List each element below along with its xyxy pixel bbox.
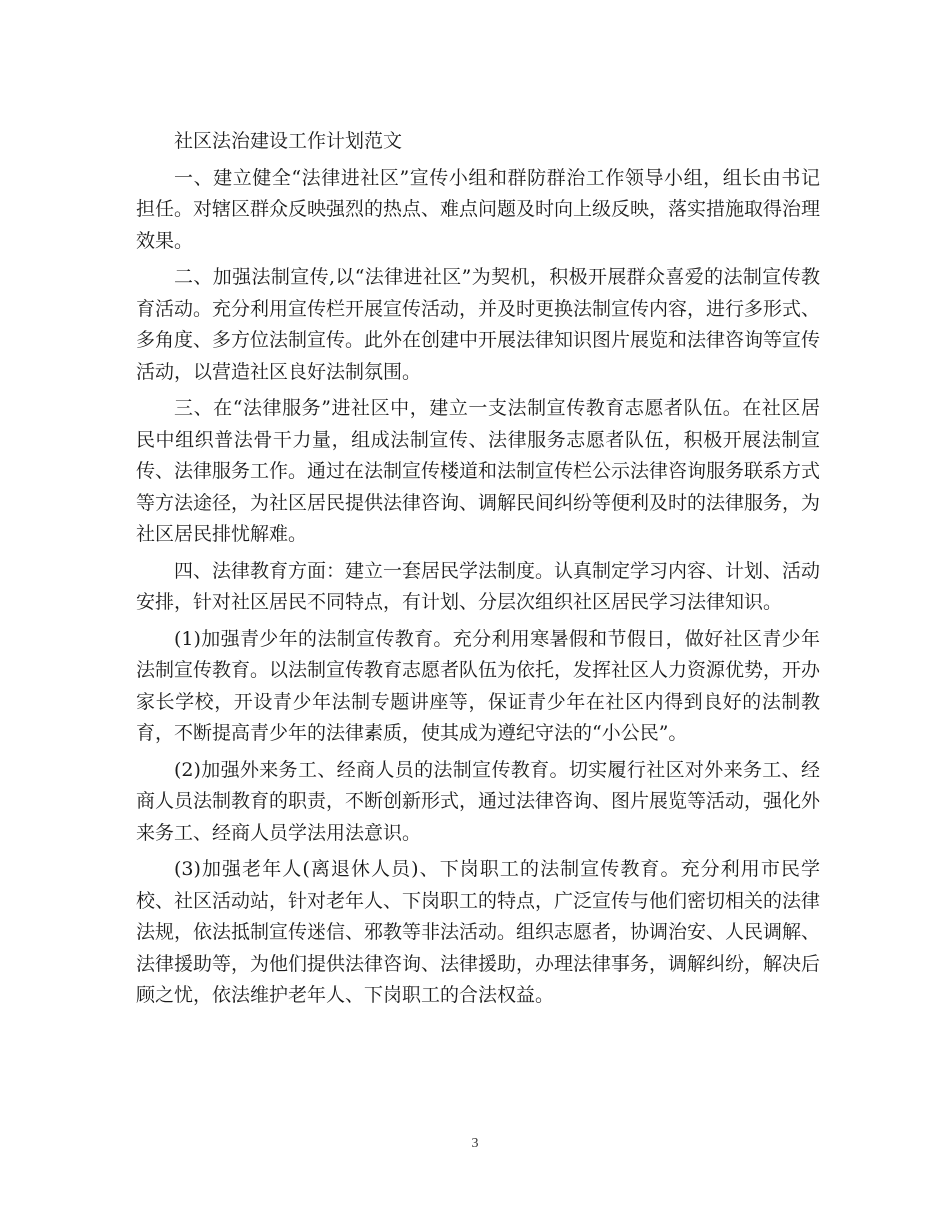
document-body [136,126,820,1017]
paragraph-1: 一、建立健全“法律进社区”宣传小组和群防群治工作领导小组，组长由书记担任。对辖区群众反映强烈的热点、难点问题及时向上级反映，落实措施取得治理效果。 [136,166,821,252]
paragraph-7: (3)加强老年人(离退休人员)、下岗职工的法制宣传教育。充分利用市民学校、社区活动站，针对老年人、下岗职工的特点，广泛宣传与他们密切相关的法律法规，依法抵制宣传迷信、邪教等非法活动。组织志愿者，协调治安、人民调解、法律援助等，为他们提供法律咨询、法律援助，办理法律事务，调解纠纷，解决后顾之忧，依法维护老年人、下岗职工的合法权益。 [136,858,821,1006]
paragraph-2: 二、加强法制宣传,以“法律进社区”为契机，积极开展群众喜爱的法制宣传教育活动。充分利用宣传栏开展宣传活动，并及时更换法制宣传内容，进行多形式、多角度、多方位法制宣传。此外在创建中开展法律知识图片展览和法律咨询等宣传活动，以营造社区良好法制氛围。 [136,266,821,383]
paragraph-3: 三、在“法律服务”进社区中，建立一支法制宣传教育志愿者队伍。在社区居民中组织普法骨干力量，组成法制宣传、法律服务志愿者队伍，积极开展法制宣传、法律服务工作。通过在法制宣传楼道和法制宣传栏公示法律咨询服务联系方式等方法途径，为社区居民提供法律咨询、调解民间纠纷等便利及时的法律服务，为社区居民排忧解难。 [136,397,821,545]
document-title: 社区法治建设工作计划范文 [174,130,403,152]
paragraph-4: 四、法律教育方面：建立一套居民学法制度。认真制定学习内容、计划、活动安排，针对社区居民不同特点，有计划、分层次组织社区居民学习法律知识。 [136,559,821,613]
paragraph-5: (1)加强青少年的法制宣传教育。充分利用寒暑假和节假日，做好社区青少年法制宣传教育。以法制宣传教育志愿者队伍为依托，发挥社区人力资源优势，开办家长学校，开设青少年法制专题讲座等，保证青少年在社区内得到良好的法制教育，不断提高青少年的法律素质，使其成为遵纪守法的“小公民”。 [136,627,821,744]
paragraph-6: (2)加强外来务工、经商人员的法制宣传教育。切实履行社区对外来务工、经商人员法制教育的职责，不断创新形式，通过法律咨询、图片展览等活动，强化外来务工、经商人员学法用法意识。 [136,758,821,844]
page-number: 3 [471,1136,479,1151]
